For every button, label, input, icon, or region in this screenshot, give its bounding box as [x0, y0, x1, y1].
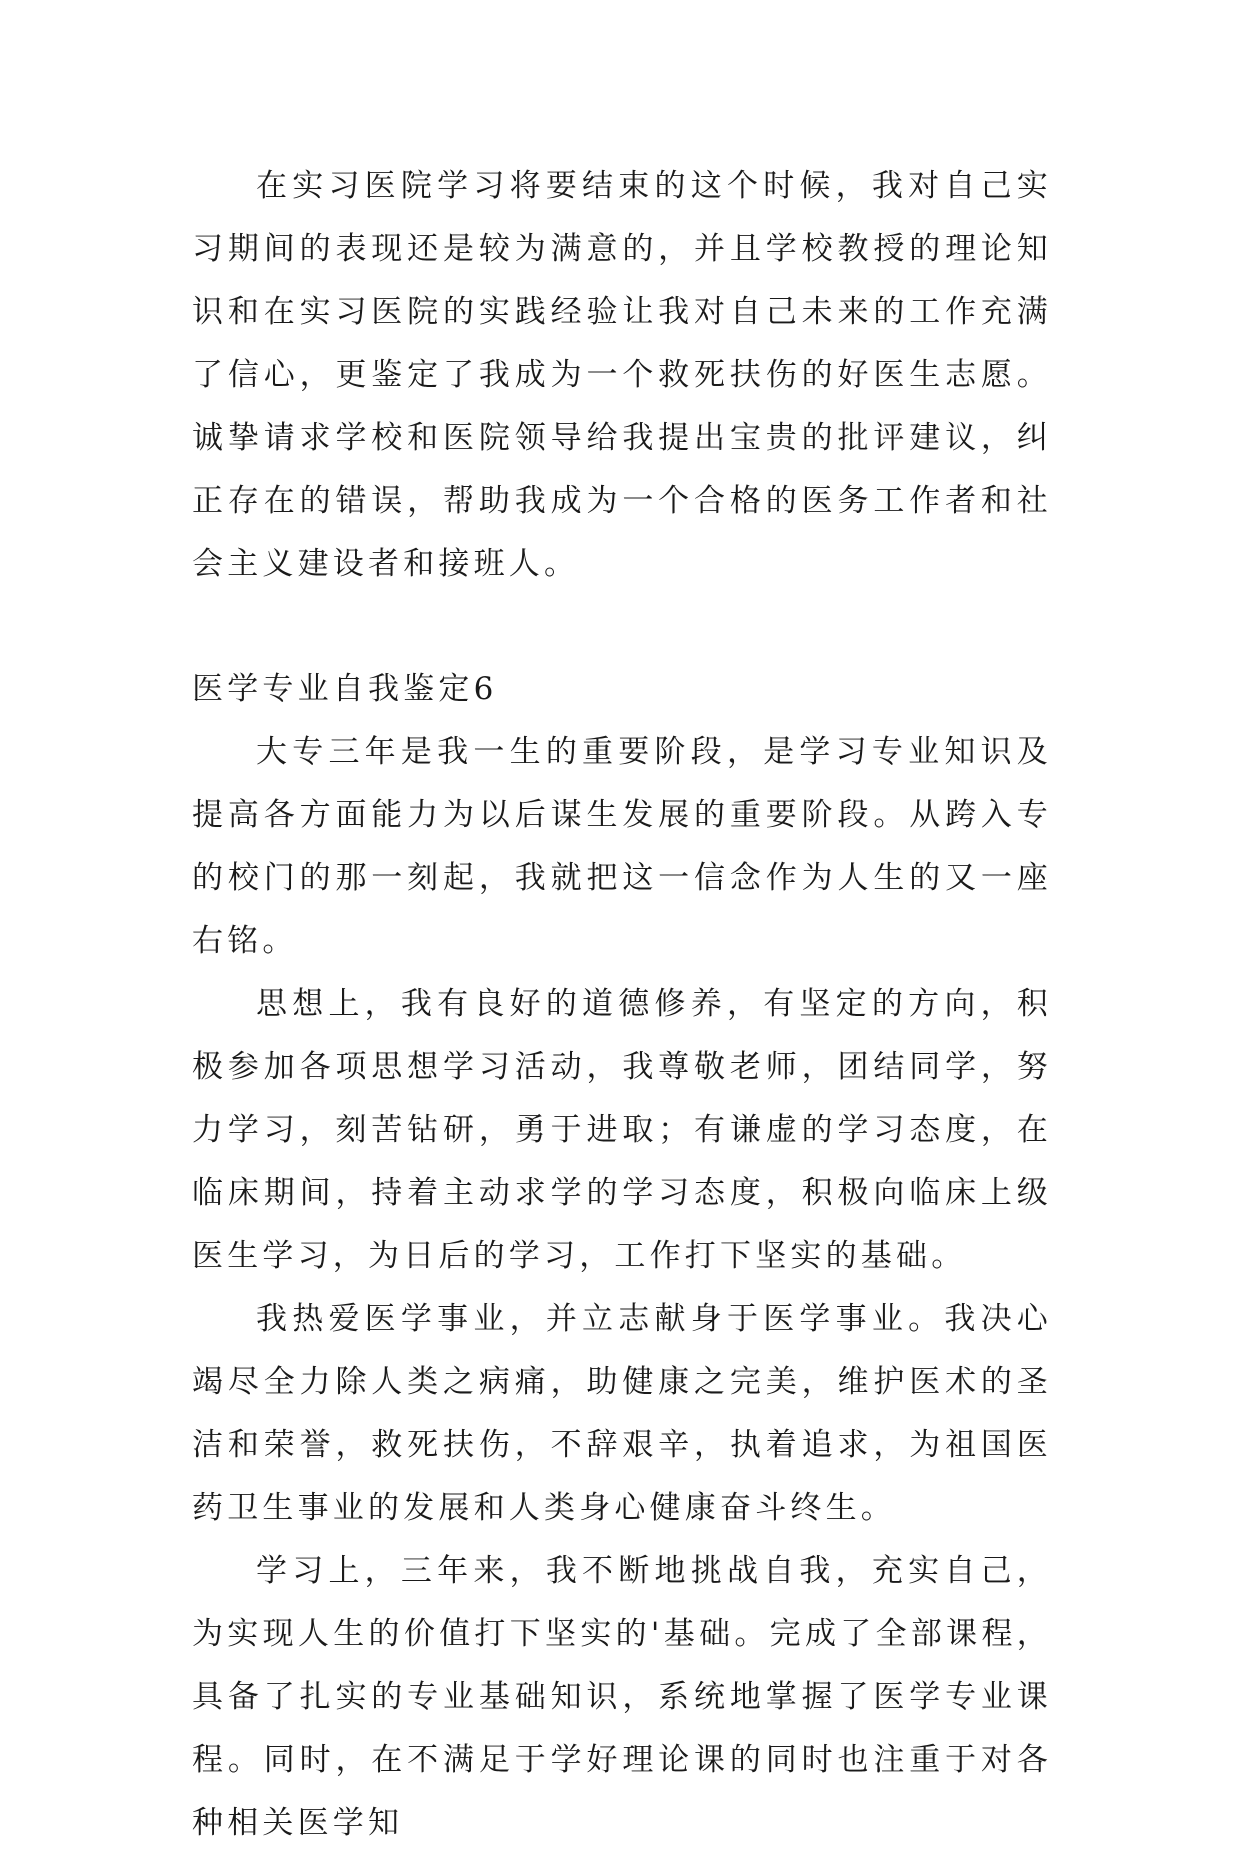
body-paragraph-2: 思想上，我有良好的道德修养，有坚定的方向，积极参加各项思想学习活动，我尊敬老师，团结同学，努力学习，刻苦钻研，勇于进取；有谦虚的学习态度，在临床期间，持着主动求学的学习态度，积极向临床上级医生学习，为日后的学习，工作打下坚实的基础。 [192, 986, 1052, 1274]
body-paragraph-1: 大专三年是我一生的重要阶段，是学习专业知识及提高各方面能力为以后谋生发展的重要阶段。从跨入专的校门的那一刻起，我就把这一信念作为人生的又一座右铭。 [192, 734, 1052, 959]
body-paragraph-3: 我热爱医学事业，并立志献身于医学事业。我决心竭尽全力除人类之病痛，助健康之完美，维护医术的圣洁和荣誉，救死扶伤，不辞艰辛，执着追求，为祖国医药卫生事业的发展和人类身心健康奋斗终生。 [192, 1301, 1052, 1526]
section-heading: 医学专业自我鉴定6 [192, 671, 498, 707]
body-paragraph-4: 学习上，三年来，我不断地挑战自我，充实自己，为实现人生的价值打下坚实的'基础。完成了全部课程，具备了扎实的专业基础知识，系统地掌握了医学专业课程。同时，在不满足于学好理论课的同时也注重于对各种相关医学知 [192, 1553, 1052, 1841]
intro-paragraph: 在实习医院学习将要结束的这个时候，我对自己实习期间的表现还是较为满意的，并且学校教授的理论知识和在实习医院的实践经验让我对自己未来的工作充满了信心，更鉴定了我成为一个救死扶伤的好医生志愿。诚挚请求学校和医院领导给我提出宝贵的批评建议，纠正存在的错误，帮助我成为一个合格的医务工作者和社会主义建设者和接班人。 [192, 168, 1052, 582]
document-body [192, 155, 1052, 1855]
